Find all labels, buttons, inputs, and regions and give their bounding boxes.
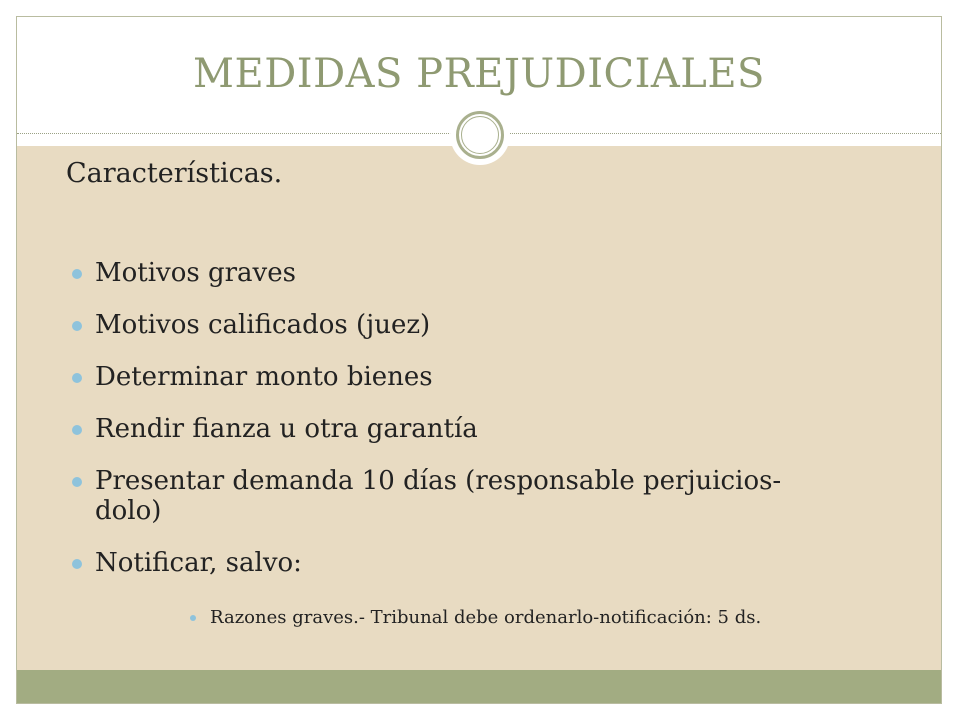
bullet-item [66,414,786,444]
bullet-text: Rendir fianza u otra garantía [95,414,478,444]
bullet-dot-icon [72,269,82,279]
bullet-item [66,258,786,288]
bullet-dot-icon [190,615,196,621]
sub-bullet-text: Razones graves.- Tribunal debe ordenarlo-notificación: 5 ds. [210,607,762,628]
bullet-item [66,466,786,526]
ornament-inner-ring [461,116,499,154]
bullet-item [66,362,786,392]
bullet-text: Motivos calificados (juez) [95,310,431,340]
slide-title: MEDIDAS PREJUDICIALES [193,51,765,97]
bullet-item [66,548,786,578]
bullet-dot-icon [72,373,82,383]
bullet-text: Presentar demanda 10 días (responsable perjuicios-dolo) [95,466,782,526]
bullet-text: Determinar monto bienes [95,362,433,392]
footer-bar [17,670,941,703]
bullet-text: Notificar, salvo: [95,548,302,578]
bullet-dot-icon [72,477,82,487]
bullet-dot-icon [72,425,82,435]
bullet-item [66,310,786,340]
bullet-list [66,258,786,600]
bullet-dot-icon [72,559,82,569]
bullet-dot-icon [72,321,82,331]
bullet-text: Motivos graves [95,258,296,288]
content-heading: Características. [66,158,283,189]
sub-bullet-item [190,605,761,631]
